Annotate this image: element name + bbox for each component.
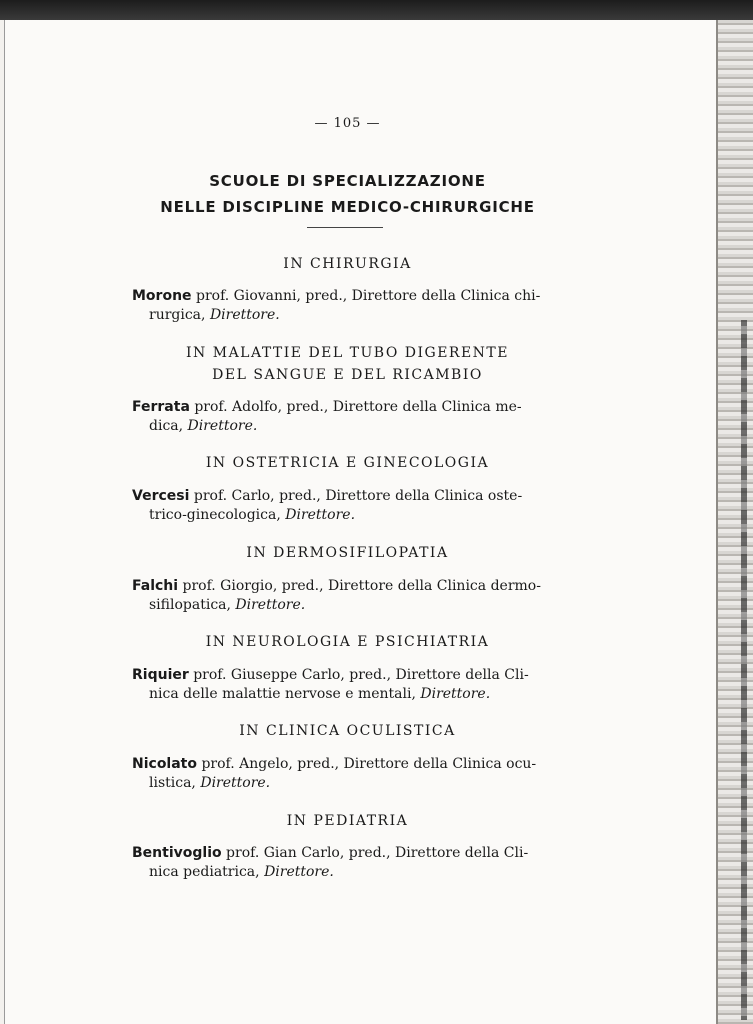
entry-text-cont: nica delle malattie nervose e mentali, xyxy=(149,686,421,702)
entry-role: Direttore. xyxy=(285,507,356,523)
book-binding-edge xyxy=(716,20,753,1024)
section-heading-neurologia: IN NEUROLOGIA E PSICHIATRIA xyxy=(205,634,490,650)
entry-text-cont: nica pediatrica, xyxy=(149,864,265,880)
entry-text-cont: listica, xyxy=(149,775,201,791)
entry-riquier xyxy=(132,666,560,704)
section-heading-malattie-line-2: DEL SANGUE E DEL RICAMBIO xyxy=(212,367,483,383)
entry-text: prof. Carlo, pred., Direttore della Clinica oste- xyxy=(189,488,523,504)
entry-name: Nicolato xyxy=(132,756,197,772)
entry-name: Morone xyxy=(132,288,192,304)
entry-role: Direttore. xyxy=(235,597,306,613)
entry-bentivoglio xyxy=(132,844,560,882)
page-number: — 105 — xyxy=(314,116,381,131)
section-heading-dermosifilopatia: IN DERMOSIFILOPATIA xyxy=(246,545,449,561)
entry-text: prof. Adolfo, pred., Direttore della Clinica me- xyxy=(189,399,522,415)
entry-name: Falchi xyxy=(132,578,179,594)
entry-morone xyxy=(132,287,560,325)
entry-vercesi xyxy=(132,487,560,525)
entry-name: Vercesi xyxy=(132,488,190,504)
title-divider xyxy=(307,227,383,228)
entry-name: Bentivoglio xyxy=(132,845,222,861)
entry-text-cont: sifilopatica, xyxy=(149,597,236,613)
entry-text: prof. Gian Carlo, pred., Direttore della Cli- xyxy=(221,845,529,861)
entry-name: Ferrata xyxy=(132,399,190,415)
entry-role: Direttore. xyxy=(200,775,271,791)
section-heading-ostetricia: IN OSTETRICIA E GINECOLOGIA xyxy=(205,455,490,471)
section-heading-pediatria: IN PEDIATRIA xyxy=(286,813,409,829)
entry-role: Direttore. xyxy=(420,686,491,702)
entry-ferrata xyxy=(132,398,560,436)
entry-role: Direttore. xyxy=(187,418,258,434)
document-title-line-2: NELLE DISCIPLINE MEDICO-CHIRURGICHE xyxy=(160,198,535,216)
entry-falchi xyxy=(132,577,560,615)
entry-text: prof. Angelo, pred., Direttore della Clinica ocu- xyxy=(197,756,537,772)
entry-text-cont: rurgica, xyxy=(149,307,210,323)
document-title-line-1: SCUOLE DI SPECIALIZZAZIONE xyxy=(209,172,486,190)
entry-text: prof. Giuseppe Carlo, pred., Direttore della Cli- xyxy=(188,667,529,683)
section-heading-oculistica: IN CLINICA OCULISTICA xyxy=(239,723,456,739)
entry-name: Riquier xyxy=(132,667,189,683)
section-heading-malattie-line-1: IN MALATTIE DEL TUBO DIGERENTE xyxy=(186,345,509,361)
entry-text: prof. Giorgio, pred., Direttore della Clinica dermo- xyxy=(178,578,541,594)
section-heading-chirurgia: IN CHIRURGIA xyxy=(283,256,412,272)
scan-top-edge xyxy=(0,0,753,20)
entry-text: prof. Giovanni, pred., Direttore della Clinica chi- xyxy=(191,288,541,304)
entry-role: Direttore. xyxy=(209,307,280,323)
entry-text-cont: trico-ginecologica, xyxy=(149,507,286,523)
entry-text-cont: dica, xyxy=(149,418,188,434)
entry-role: Direttore. xyxy=(264,864,334,880)
entry-nicolato xyxy=(132,755,560,793)
